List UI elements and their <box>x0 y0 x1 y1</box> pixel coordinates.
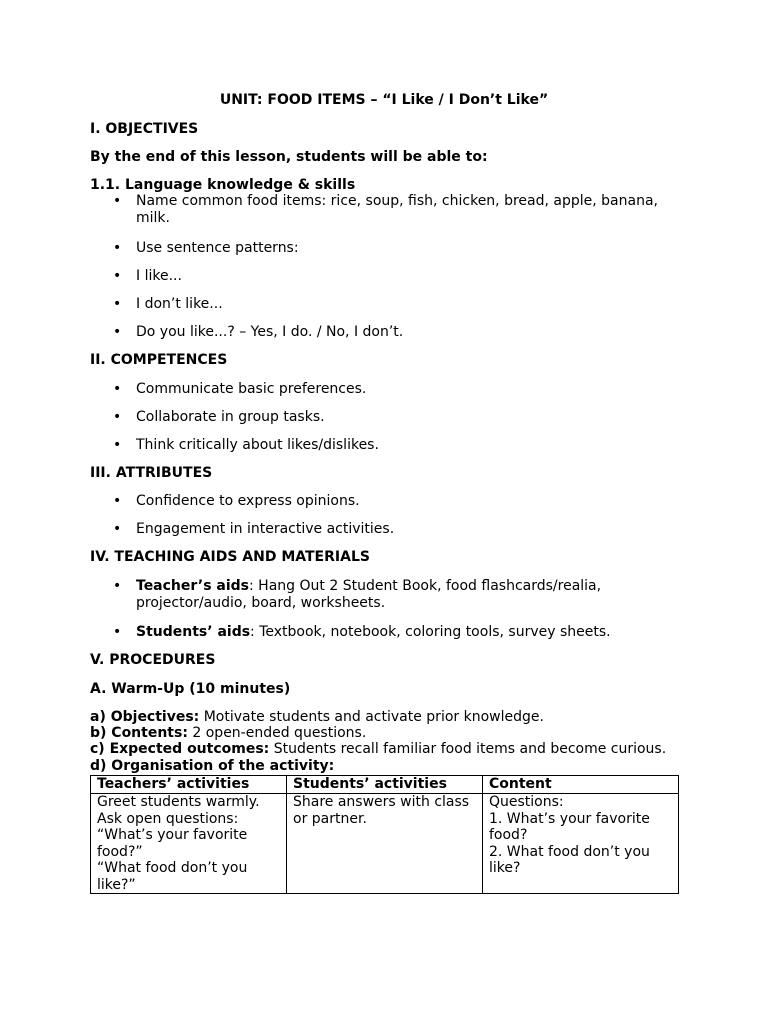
activity-table <box>90 775 679 894</box>
bullet-marker: • <box>113 624 122 640</box>
warmup-contents <box>90 725 366 742</box>
warmup-organisation-label: d) Organisation of the activity: <box>90 758 335 774</box>
cell-line: “What’s your favorite food?” <box>97 827 248 860</box>
warmup-objectives <box>90 709 544 726</box>
list-item: I don’t like... <box>136 296 223 312</box>
list-item: Collaborate in group tasks. <box>136 409 325 425</box>
table-header-row <box>91 776 679 794</box>
column-header-content: Content <box>483 776 679 794</box>
student-aids-text: : Textbook, notebook, coloring tools, survey sheets. <box>250 624 611 640</box>
list-item: I like... <box>136 268 182 284</box>
column-header-students: Students’ activities <box>287 776 483 794</box>
student-aids-label: Students’ aids <box>136 624 251 640</box>
warmup-contents-text: 2 open-ended questions. <box>187 725 367 741</box>
list-item: Name common food items: rice, soup, fish, chicken, bread, apple, banana, milk. <box>136 193 658 226</box>
students-activities-cell: Share answers with class or partner. <box>287 794 483 894</box>
language-skills-subheading: 1.1. Language knowledge & skills <box>90 177 356 193</box>
teacher-aids-text: : Hang Out 2 Student Book, food flashcards/realia, projector/audio, board, worksheets. <box>136 578 602 611</box>
teachers-activities-cell <box>91 794 287 894</box>
column-header-teachers: Teachers’ activities <box>91 776 287 794</box>
cell-line: “What food don’t you like?” <box>97 860 248 893</box>
list-item: Communicate basic preferences. <box>136 381 367 397</box>
bullet-marker: • <box>113 381 122 397</box>
warmup-outcomes <box>90 741 666 758</box>
section-heading-teaching-aids: IV. TEACHING AIDS AND MATERIALS <box>90 549 370 565</box>
objectives-intro: By the end of this lesson, students will be able to: <box>90 149 488 165</box>
cell-line: Ask open questions: <box>97 810 239 827</box>
cell-line: 1. What’s your favorite food? <box>489 810 650 843</box>
document-title: UNIT: FOOD ITEMS – “I Like / I Don’t Like” <box>219 92 549 108</box>
cell-line: Questions: <box>489 794 564 810</box>
list-item: Engagement in interactive activities. <box>136 521 395 537</box>
warmup-objectives-label: a) Objectives: <box>90 709 200 725</box>
cell-line: Greet students warmly. <box>97 794 260 810</box>
warmup-objectives-text: Motivate students and activate prior knowledge. <box>199 709 544 725</box>
teacher-aids-item <box>136 578 676 612</box>
student-aids-item <box>136 624 676 641</box>
section-heading-competences: II. COMPETENCES <box>90 352 228 368</box>
bullet-marker: • <box>113 521 122 537</box>
bullet-marker: • <box>113 409 122 425</box>
list-item: Use sentence patterns: <box>136 240 299 256</box>
cell-line: 2. What food don’t you like? <box>489 843 650 876</box>
warmup-contents-label: b) Contents: <box>90 725 188 741</box>
bullet-marker: • <box>113 437 122 453</box>
content-cell <box>483 794 679 894</box>
bullet-marker: • <box>113 578 122 594</box>
bullet-marker: • <box>113 268 122 284</box>
bullet-marker: • <box>113 193 122 209</box>
section-heading-objectives: I. OBJECTIVES <box>90 121 199 137</box>
bullet-marker: • <box>113 324 122 340</box>
section-heading-attributes: III. ATTRIBUTES <box>90 465 213 481</box>
teacher-aids-label: Teacher’s aids <box>136 578 250 594</box>
warmup-outcomes-text: Students recall familiar food items and become curious. <box>269 741 667 757</box>
warmup-heading: A. Warm-Up (10 minutes) <box>90 681 291 697</box>
list-item: Think critically about likes/dislikes. <box>136 437 379 453</box>
list-item: Do you like...? – Yes, I do. / No, I don’t. <box>136 324 404 340</box>
table-row <box>91 794 679 894</box>
section-heading-procedures: V. PROCEDURES <box>90 652 216 668</box>
bullet-marker: • <box>113 296 122 312</box>
bullet-marker: • <box>113 240 122 256</box>
warmup-outcomes-label: c) Expected outcomes: <box>90 741 270 757</box>
list-item: Confidence to express opinions. <box>136 493 360 509</box>
bullet-marker: • <box>113 493 122 509</box>
